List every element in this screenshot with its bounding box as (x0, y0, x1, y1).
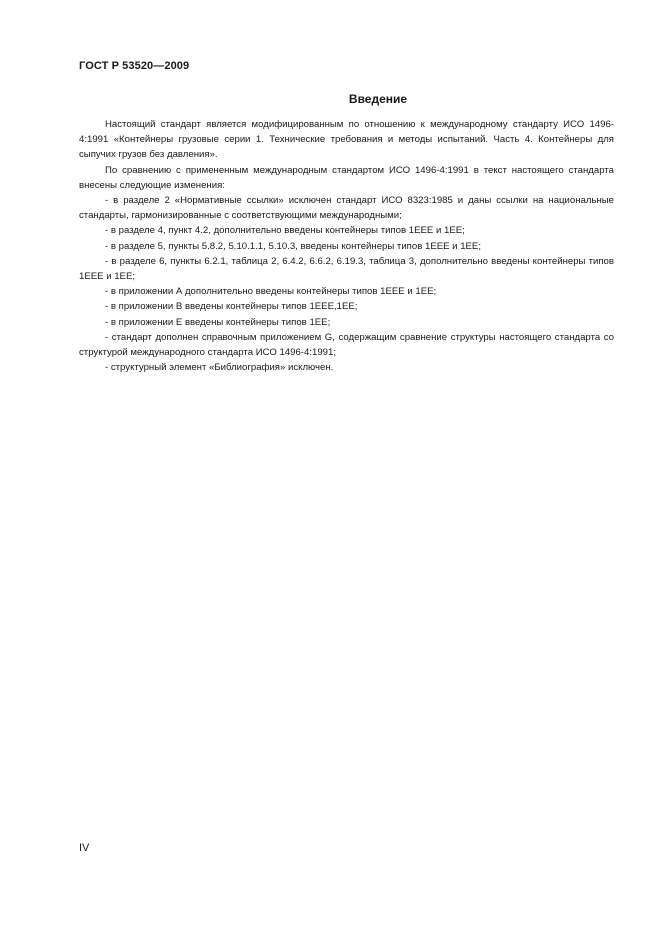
page-number: IV (79, 842, 90, 854)
list-item-annex-e: - в приложении Е введены контейнеры типов 1ЕЕ; (105, 316, 331, 328)
list-item-annex-a: - в приложении А дополнительно введены контейнеры типов 1ЕЕЕ и 1ЕЕ; (105, 286, 437, 298)
list-item-annex-g: - стандарт дополнен справочным приложением G, содержащим сравнение структуры настоящего стандарта со структурой международного стандарта ИСО 1496-4:1991; (79, 331, 614, 359)
list-item-section-4: - в разделе 4, пункт 4.2, дополнительно введены контейнеры типов 1ЕЕЕ и 1ЕЕ; (105, 225, 465, 237)
list-item-bibliography: - структурный элемент «Библиография» исключен. (105, 362, 334, 374)
document-code: ГОСТ Р 53520—2009 (79, 60, 190, 72)
section-title: Введение (348, 92, 408, 106)
list-item-section-5: - в разделе 5, пункты 5.8.2, 5.10.1.1, 5.10.3, введены контейнеры типов 1ЕЕЕ и 1ЕЕ; (105, 240, 482, 252)
list-item-annex-b: - в приложении В введены контейнеры типов 1ЕЕЕ,1ЕЕ; (105, 301, 358, 313)
list-item-normative-refs: - в разделе 2 «Нормативные ссылки» исключен стандарт ИСО 8323:1985 и даны ссылки на национальные стандарты, гармонизированные с соответствующими международными; (79, 195, 614, 222)
body-text (79, 117, 614, 375)
paragraph-intro: Настоящий стандарт является модифицированным по отношению к международному стандарту ИСО 1496-4:1991 «Контейнеры грузовые серии 1. Технические требования и методы испытаний. Часть 4. Контейнеры для сыпучих грузов без давления». (79, 119, 614, 161)
list-item-section-6: - в разделе 6, пункты 6.2.1, таблица 2, 6.4.2, 6.6.2, 6.19.3, таблица 3, дополнительно введены контейнеры типов 1ЕЕЕ и 1ЕЕ; (79, 255, 614, 283)
paragraph-changes-lead: По сравнению с примененным международным стандартом ИСО 1496-4:1991 в текст настоящего стандарта внесены следующие изменения: (79, 164, 614, 191)
